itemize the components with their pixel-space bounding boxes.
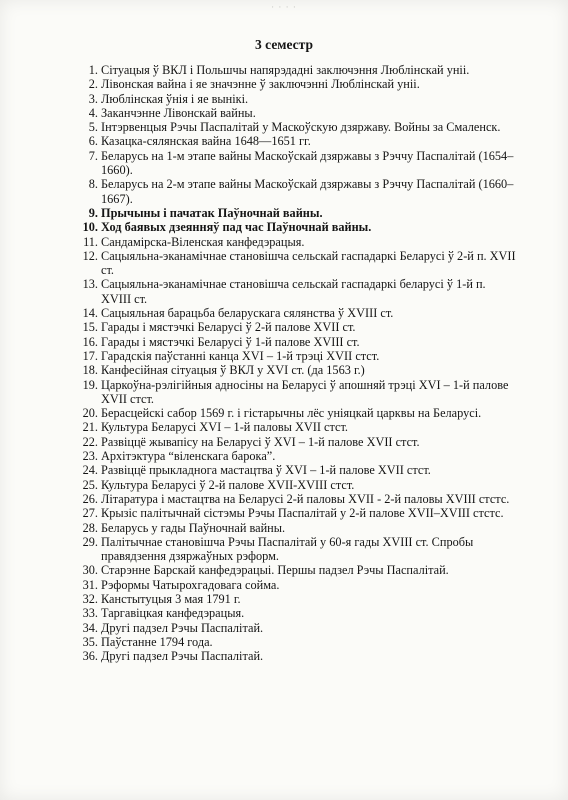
- item-number: 8.: [88, 177, 98, 192]
- item-number: 26.: [82, 491, 98, 506]
- item-text: Другі падзел Рэчы Паспалітай.: [101, 620, 264, 635]
- item-number: 22.: [82, 434, 98, 449]
- page-title: 3 семестр: [255, 37, 313, 52]
- item-number: 9.: [88, 205, 98, 220]
- item-number: 6.: [88, 134, 98, 149]
- list-item: [78, 478, 518, 492]
- item-text: Царкоўна-рэлігійныя адносіны на Беларусі ў апошняй трэці XVI – 1-й палове XVII стст.: [101, 377, 509, 406]
- item-text: Заканчэнне Лівонскай вайны.: [101, 105, 256, 120]
- list-item: [78, 649, 518, 663]
- item-text: Культура Беларусі ў 2-й палове XVII-XVIII стст.: [101, 477, 355, 492]
- question-list: [78, 63, 518, 663]
- list-item: [78, 320, 518, 334]
- item-number: 31.: [82, 577, 98, 592]
- list-item: [78, 335, 518, 349]
- item-text: Канфесійная сітуацыя ў ВКЛ у XVI ст. (да 1563 г.): [101, 363, 365, 378]
- item-number: 29.: [82, 534, 98, 549]
- item-text: Таргавіцкая канфедэрацыя.: [101, 606, 245, 621]
- list-item: [78, 563, 518, 577]
- item-text: Люблінская ўнія і яе вынікі.: [101, 91, 249, 106]
- item-number: 5.: [88, 120, 98, 135]
- item-number: 14.: [82, 306, 98, 321]
- item-number: 1.: [88, 63, 98, 77]
- list-item: [78, 420, 518, 434]
- item-number: 11.: [83, 234, 98, 249]
- item-text: Развіццё прыкладнога мастацтва ў XVI – 1-й палове XVII стст.: [101, 463, 431, 478]
- item-number: 15.: [82, 320, 98, 335]
- list-item: [78, 349, 518, 363]
- item-text: Паўстанне 1794 года.: [101, 634, 213, 649]
- item-number: 21.: [82, 420, 98, 435]
- item-number: 34.: [82, 620, 98, 635]
- item-number: 3.: [88, 91, 98, 106]
- item-text: Сацыяльна-эканамічнае становішча сельскай гаспадаркі Беларусі ў 2-й п. XVII ст.: [101, 248, 516, 278]
- list-item: [78, 235, 518, 249]
- list-item: [78, 177, 518, 206]
- list-item: [78, 449, 518, 463]
- list-item: [78, 535, 518, 564]
- item-number: 27.: [82, 506, 98, 521]
- list-item: [78, 578, 518, 592]
- item-number: 23.: [82, 449, 98, 464]
- item-text: Беларусь у гады Паўночнай вайны.: [101, 520, 286, 535]
- item-text: Старэнне Барскай канфедэрацыі. Першы падзел Рэчы Паспалітай.: [101, 563, 449, 578]
- item-number: 12.: [82, 248, 98, 263]
- item-number: 25.: [82, 477, 98, 492]
- item-text: Канстытуцыя 3 мая 1791 г.: [101, 591, 241, 606]
- list-item: [78, 106, 518, 120]
- item-text: Інтэрвенцыя Рэчы Паспалітай у Маскоўскую дзяржаву. Войны за Смаленск.: [101, 120, 501, 135]
- list-item: [78, 492, 518, 506]
- item-text: Беларусь на 2-м этапе вайны Маскоўскай дзяржавы з Рэччу Паспалітай (1660–1667).: [101, 177, 514, 206]
- list-item: [78, 120, 518, 134]
- item-text: Беларусь на 1-м этапе вайны Маскоўскай дзяржавы з Рэччу Паспалітай (1654–1660).: [101, 148, 514, 178]
- list-item: [78, 506, 518, 520]
- item-number: 4.: [88, 105, 98, 120]
- item-text: Другі падзел Рэчы Паспалітай.: [101, 649, 264, 664]
- list-item: [78, 63, 518, 77]
- item-text: Сацыяльная барацьба беларускага сялянства ў XVIII ст.: [101, 306, 394, 321]
- item-text: Архітэктура “віленскага барока”.: [101, 449, 276, 464]
- item-text: Культура Беларусі XVI – 1-й паловы XVII стст.: [101, 420, 349, 435]
- list-item: [78, 592, 518, 606]
- list-item: [78, 277, 518, 306]
- list-item: [78, 378, 518, 407]
- item-number: 20.: [82, 406, 98, 421]
- item-text: Прычыны і пачатак Паўночнай вайны.: [101, 205, 323, 220]
- item-number: 10.: [82, 220, 98, 235]
- item-text: Гарадскія паўстанні канца XVI – 1-й трэці XVII стст.: [101, 348, 380, 363]
- list-item: [78, 521, 518, 535]
- item-text: Гарады і мястэчкі Беларусі ў 1-й палове XVIII ст.: [101, 334, 360, 349]
- item-number: 33.: [82, 606, 98, 621]
- item-text: Крызіс палітычнай сістэмы Рэчы Паспалітай у 2-й палове XVII–XVIII стстс.: [101, 506, 504, 521]
- list-item: [78, 134, 518, 148]
- item-number: 18.: [82, 363, 98, 378]
- item-text: Лівонская вайна і яе значэнне ў заключэнні Люблінскай уніі.: [101, 77, 420, 92]
- item-number: 36.: [82, 649, 98, 664]
- item-number: 19.: [82, 377, 98, 392]
- list-item: [78, 220, 518, 234]
- item-text: Гарады і мястэчкі Беларусі ў 2-й палове XVII ст.: [101, 320, 356, 335]
- list-item: [78, 363, 518, 377]
- list-item: [78, 77, 518, 91]
- item-text: Сітуацыя ў ВКЛ і Польшчы напярэдадні заключэння Люблінскай уніі.: [101, 63, 470, 77]
- item-number: 13.: [82, 277, 98, 292]
- item-text: Развіццё жывапісу на Беларусі ў XVI – 1-й палове XVII стст.: [101, 434, 420, 449]
- list-item: [78, 435, 518, 449]
- item-text: Палітычнае становішча Рэчы Паспалітай у 60-я гады XVIII ст. Спробы правядзення дзяржаўных рэформ.: [101, 534, 474, 564]
- list-item: [78, 463, 518, 477]
- item-text: Ход баявых дзеянняў пад час Паўночнай вайны.: [101, 220, 372, 235]
- faint-page-header: · · · ·: [271, 2, 297, 12]
- item-number: 2.: [88, 77, 98, 92]
- list-item: [78, 621, 518, 635]
- item-number: 30.: [82, 563, 98, 578]
- list-item: [78, 406, 518, 420]
- item-text: Літаратура і мастацтва на Беларусі 2-й паловы XVII - 2-й паловы XVIII стстс.: [101, 491, 510, 506]
- item-text: Сацыяльна-эканамічнае становішча сельскай гаспадаркі беларусі ў 1-й п. XVIII ст.: [101, 277, 486, 306]
- list-item: [78, 606, 518, 620]
- item-number: 24.: [82, 463, 98, 478]
- item-text: Берасцейскі сабор 1569 г. і гістарычны лёс уніяцкай царквы на Беларусі.: [101, 406, 482, 421]
- item-text: Сандамірска-Віленская канфедэрацыя.: [101, 234, 305, 249]
- item-number: 7.: [88, 148, 98, 163]
- list-item: [78, 149, 518, 178]
- list-item: [78, 206, 518, 220]
- list-item: [78, 306, 518, 320]
- list-item: [78, 92, 518, 106]
- item-number: 16.: [82, 334, 98, 349]
- list-item: [78, 635, 518, 649]
- item-number: 28.: [82, 520, 98, 535]
- item-text: Казацка-сялянская вайна 1648—1651 гг.: [101, 134, 311, 149]
- item-number: 35.: [82, 634, 98, 649]
- item-number: 32.: [82, 591, 98, 606]
- list-item: [78, 249, 518, 278]
- item-text: Рэформы Чатырохгадовага сойма.: [101, 577, 280, 592]
- item-number: 17.: [82, 348, 98, 363]
